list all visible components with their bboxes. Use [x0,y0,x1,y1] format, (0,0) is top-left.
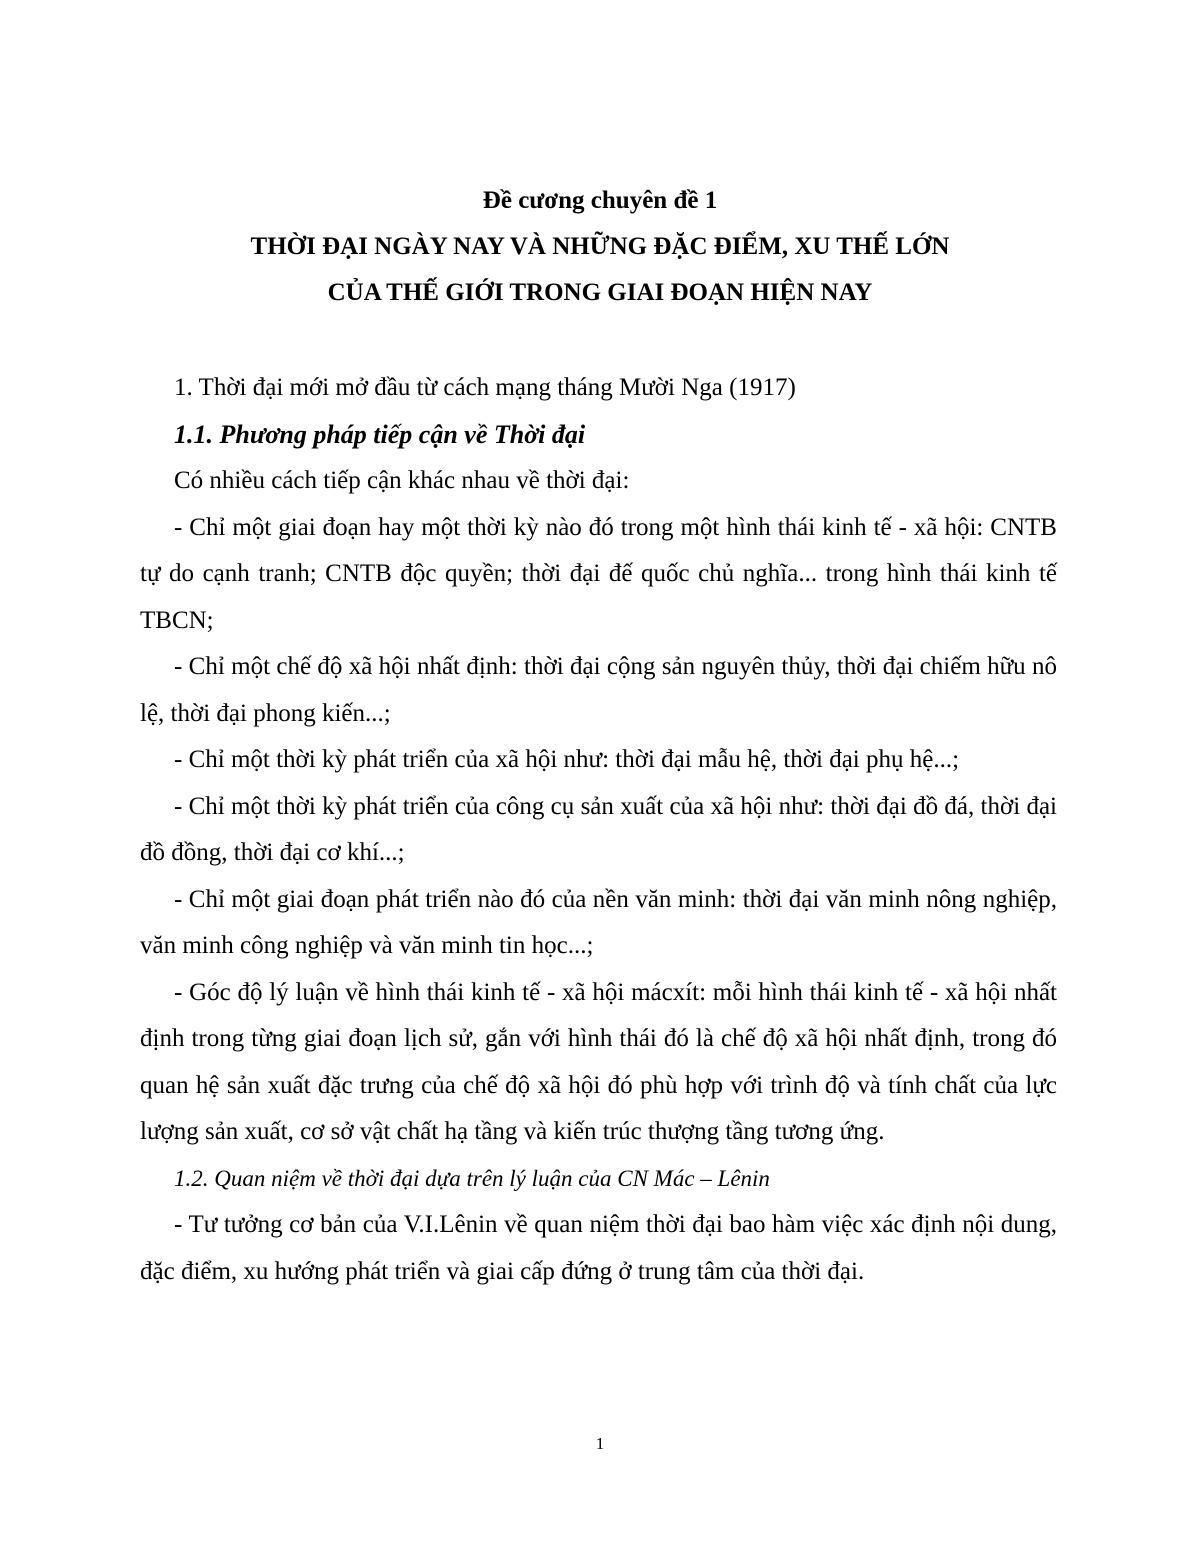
section-heading-1: 1. Thời đại mới mở đầu từ cách mạng tháng Mười Nga (1917) [174,374,796,401]
section-heading-1-2: 1.2. Quan niệm về thời đại dựa trên lý luận của CN Mác – Lênin [174,1165,770,1191]
title-block [0,178,1200,316]
outline-title: Đề cương chuyên đề 1 [482,187,718,214]
list-item: - Chỉ một giai đoạn hay một thời kỳ nào đó trong một hình thái kinh tế - xã hội: CNTB tự do cạnh tranh; CNTB độc quyền; thời đại đế quốc chủ nghĩa... trong hình thái kinh tế TBCN; [140,513,1057,634]
document-body [140,365,1057,1295]
page-number: 1 [595,1434,605,1453]
list-item: - Chỉ một thời kỳ phát triển của xã hội như: thời đại mẫu hệ, thời đại phụ hệ...; [174,746,960,773]
main-title-line-2: CỦA THẾ GIỚI TRONG GIAI ĐOẠN HIỆN NAY [327,279,873,306]
list-item: - Chỉ một giai đoạn phát triển nào đó của nền văn minh: thời đại văn minh nông nghiệp, văn minh công nghiệp và văn minh tin học...; [140,885,1057,959]
intro-paragraph: Có nhiều cách tiếp cận khác nhau về thời đại: [174,467,630,494]
list-item: - Góc độ lý luận về hình thái kinh tế - xã hội mácxít: mỗi hình thái kinh tế - xã hội nhất định trong từng giai đoạn lịch sử, gắn với hình thái đó là chế độ xã hội nhất định, trong đó quan hệ sản xuất đặc trưng của chế độ xã hội đó phù hợp với trình độ và tính chất của lực lượng sản xuất, cơ sở vật chất hạ tầng và kiến trúc thượng tầng tương ứng. [140,978,1057,1145]
section-1-2-paragraph: - Tư tưởng cơ bản của V.I.Lênin về quan niệm thời đại bao hàm việc xác định nội dung, đặc điểm, xu hướng phát triển và giai cấp đứng ở trung tâm của thời đại. [140,1211,1057,1285]
list-item: - Chỉ một chế độ xã hội nhất định: thời đại cộng sản nguyên thủy, thời đại chiếm hữu nô lệ, thời đại phong kiến...; [140,653,1057,727]
list-item: - Chỉ một thời kỳ phát triển của công cụ sản xuất của xã hội như: thời đại đồ đá, thời đại đồ đồng, thời đại cơ khí...; [140,792,1057,866]
main-title-line-1: THỜI ĐẠI NGÀY NAY VÀ NHỮNG ĐẶC ĐIỂM, XU THẾ LỚN [250,233,950,260]
section-heading-1-1: 1.1. Phương pháp tiếp cận về Thời đại [174,419,586,449]
